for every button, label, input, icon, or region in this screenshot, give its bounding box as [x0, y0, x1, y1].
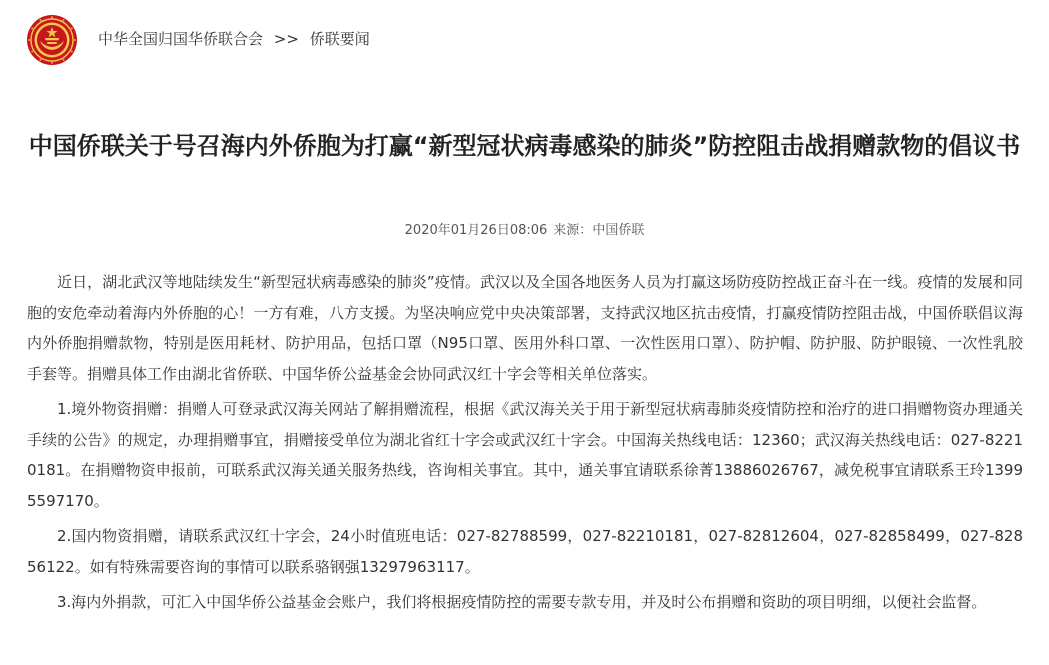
source-name: 中国侨联 [592, 223, 645, 238]
site-header [0, 0, 1049, 82]
article-title: 中国侨联关于号召海内外侨胞为打赢“新型冠状病毒感染的肺炎”防控阻击战捐赠款物的倡议书 [28, 132, 1021, 160]
publish-date: 2020年01月26日08:06 [404, 223, 548, 238]
breadcrumb [98, 28, 370, 49]
paragraph-domestic-donation: 2.国内物资捐赠，请联系武汉红十字会，24小时值班电话：027-82788599，027-82210181，027-82812604，027-82858499，027-82856122。如有特殊需要咨询的事情可以联系骆钢强13297963117。 [27, 527, 1023, 576]
article-meta [0, 219, 1049, 238]
article-body [27, 267, 1023, 623]
source-label: 来源： [553, 223, 593, 238]
acfroc-emblem-icon[interactable] [26, 14, 78, 66]
paragraph-cash-donation: 3.海内外捐款，可汇入中国华侨公益基金会账户，我们将根据疫情防控的需要专款专用，并及时公布捐赠和资助的项目明细，以便社会监督。 [57, 593, 987, 611]
paragraph-intro: 近日，湖北武汉等地陆续发生“新型冠状病毒感染的肺炎”疫情。武汉以及全国各地医务人员为打赢这场防疫防控战正奋斗在一线。疫情的发展和同胞的安危牵动着海内外侨胞的心！一方有难，八方支援。为坚决响应党中央决策部署，支持武汉地区抗击疫情，打赢疫情防控阻击战，中国侨联倡议海内外侨胞捐赠款物，特别是医用耗材、防护用品，包括口罩（N95口罩、医用外科口罩、一次性医用口罩）、防护帽、防护服、防护眼镜、一次性乳胶手套等。捐赠具体工作由湖北省侨联、中国华侨公益基金会协同武汉红十字会等相关单位落实。 [27, 273, 1023, 383]
breadcrumb-section-link[interactable]: 侨联要闻 [309, 30, 370, 48]
paragraph-overseas-donation: 1.境外物资捐赠：捐赠人可登录武汉海关网站了解捐赠流程，根据《武汉海关关于用于新型冠状病毒肺炎疫情防控和治疗的进口捐赠物资办理通关手续的公告》的规定，办理捐赠事宜，捐赠接受单位为湖北省红十字会或武汉红十字会。中国海关热线电话：12360；武汉海关热线电话：027-82210181。在捐赠物资申报前，可联系武汉海关通关服务热线，咨询相关事宜。其中，通关事宜请联系徐菁13886026767，减免税事宜请联系王玲13995597170。 [27, 400, 1023, 510]
breadcrumb-home-link[interactable]: 中华全国归国华侨联合会 [98, 30, 264, 48]
breadcrumb-separator: >> [273, 30, 299, 48]
